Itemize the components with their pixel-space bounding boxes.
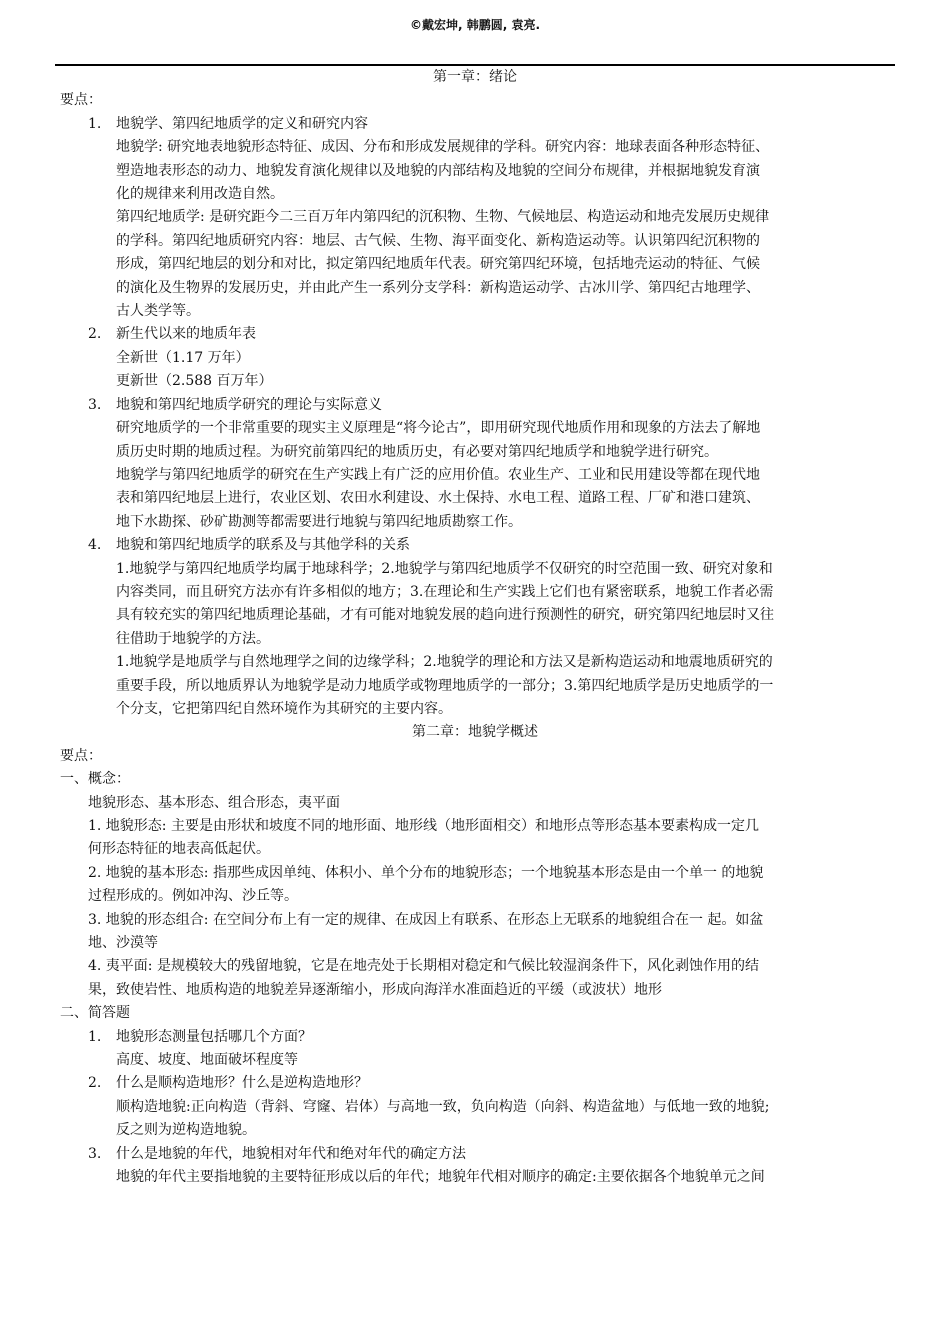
answer-line: 反之则为逆构造地貌。 — [116, 1122, 256, 1139]
list-number: 2. — [88, 326, 102, 343]
ch1-item4-heading — [0, 534, 950, 557]
answer-line: 地貌的年代主要指地貌的主要特征形成以后的年代；地貌年代相对顺序的确定:主要依据各个地貌单元之间 — [116, 1169, 765, 1186]
chapter2-yaodian: 要点： — [60, 747, 102, 764]
list-number: 3. — [88, 1145, 102, 1162]
paragraph-line: 塑造地表形态的动力、地貌发育演化规律以及地貌的内部结构及地貌的空间分布规律，并根据地貌发育演 — [116, 162, 760, 179]
section1-title: 一、概念： — [60, 771, 130, 788]
paragraph-line: 重要手段，所以地质界认为地貌学是动力地质学或物理地质学的一部分；3.第四纪地质学是历史地质学的一 — [116, 677, 774, 694]
list-number: 3. — [88, 396, 102, 413]
paragraph-line: 2. 地貌的基本形态: 指那些成因单纯、体积小、单个分布的地貌形态；一个地貌基本形态是由一个单一 的地貌 — [88, 864, 764, 881]
question-text: 什么是地貌的年代，地貌相对年代和绝对年代的确定方法 — [116, 1145, 466, 1162]
list-number: 1. — [88, 115, 102, 132]
chapter1-title: 第一章：绪论 — [433, 69, 517, 85]
paragraph-line: 1.地貌学是地质学与自然地理学之间的边缘学科；2.地貌学的理论和方法又是新构造运动和地震地质研究的 — [116, 654, 773, 671]
paragraph-line: 古人类学等。 — [116, 303, 200, 320]
list-number: 1. — [88, 1028, 102, 1045]
paragraph-line: 第四纪地质学: 是研究距今二三百万年内第四纪的沉积物、生物、气候地层、构造运动和地壳发展历史规律 — [116, 209, 770, 226]
question-1 — [0, 1026, 950, 1049]
list-number: 2. — [88, 1075, 102, 1092]
paragraph-line: 研究地质学的一个非常重要的现实主义原理是“将今论古”，即用研究现代地质作用和现象的方法去了解地 — [116, 420, 761, 437]
paragraph-line: 质历史时期的地质过程。为研究前第四纪的地质历史，有必要对第四纪地质学和地貌学进行研究。 — [116, 443, 718, 460]
question-text: 地貌形态测量包括哪几个方面？ — [116, 1028, 312, 1045]
section2-title: 二、简答题 — [60, 1005, 130, 1022]
chapter1-yaodian: 要点： — [60, 92, 102, 109]
paragraph-line: 形成，第四纪地层的划分和对比，拟定第四纪地质年代表。研究第四纪环境，包括地壳运动的特征、气候 — [116, 256, 760, 273]
document-content — [0, 66, 950, 1190]
ch1-item3-heading — [0, 394, 950, 417]
paragraph-line: 个分支，它把第四纪自然环境作为其研究的主要内容。 — [116, 700, 452, 717]
paragraph-line: 化的规律来利用改造自然。 — [116, 186, 284, 203]
page-header: ©戴宏坤, 韩鹏圆, 袁亮. — [409, 18, 541, 32]
answer-line: 顺构造地貌:正向构造（背斜、穹窿、岩体）与高地一致，负向构造（向斜、构造盆地）与低地一致的地貌; — [116, 1098, 770, 1115]
paragraph-line: 何形态特征的地表高低起伏。 — [88, 841, 270, 858]
paragraph-line: 地下水勘探、砂矿勘测等都需要进行地貌与第四纪地质勘察工作。 — [116, 513, 522, 530]
question-text: 什么是顺构造地形？什么是逆构造地形？ — [116, 1075, 368, 1092]
paragraph-line: 果，致使岩性、地质构造的地貌差异逐渐缩小，形成向海洋水准面趋近的平缓（或波状）地形 — [88, 981, 662, 998]
paragraph-line: 具有较充实的第四纪地质理论基础，才有可能对地貌发展的趋向进行预测性的研究，研究第四纪地层时又往 — [116, 607, 774, 624]
question-3 — [0, 1143, 950, 1166]
paragraph-line: 表和第四纪地层上进行，农业区划、农田水利建设、水土保持、水电工程、道路工程、厂矿和港口建筑、 — [116, 490, 760, 507]
paragraph-line: 地貌学: 研究地表地貌形态特征、成因、分布和形成发展规律的学科。研究内容：地球表面各种形态特征、 — [116, 139, 770, 156]
paragraph-line: 往借助于地貌学的方法。 — [116, 630, 270, 647]
ch1-item2-heading — [0, 323, 950, 346]
question-2 — [0, 1072, 950, 1095]
paragraph-line: 的演化及生物界的发展历史，并由此产生一系列分支学科：新构造运动学、古冰川学、第四纪古地理学、 — [116, 279, 760, 296]
section1-intro: 地貌形态、基本形态、组合形态，夷平面 — [88, 794, 340, 811]
item-heading-text: 地貌学、第四纪地质学的定义和研究内容 — [116, 115, 368, 132]
paragraph-line: 1. 地貌形态: 主要是由形状和坡度不同的地形面、地形线（地形面相交）和地形点等形态基本要素构成一定几 — [88, 818, 759, 834]
paragraph-line: 3. 地貌的形态组合: 在空间分布上有一定的规律、在成因上有联系、在形态上无联系的地貌组合在一 起。如盆 — [88, 911, 764, 928]
paragraph-line: 过程形成的。例如冲沟、沙丘等。 — [88, 888, 298, 905]
list-number: 4. — [88, 537, 102, 554]
paragraph-line: 4. 夷平面: 是规模较大的残留地貌，它是在地壳处于长期相对稳定和气候比较湿润条件下，风化剥蚀作用的结 — [88, 958, 759, 975]
item-heading-text: 新生代以来的地质年表 — [116, 326, 256, 343]
paragraph-line: 1.地貌学与第四纪地质学均属于地球科学；2.地貌学与第四纪地质学不仅研究的时空范围一致、研究对象和 — [116, 560, 773, 577]
ch1-item1-heading — [0, 113, 950, 136]
answer-line: 高度、坡度、地面破坏程度等 — [116, 1052, 298, 1069]
chapter2-title: 第二章：地貌学概述 — [412, 724, 538, 741]
paragraph-line: 内容类同，而且研究方法亦有许多相似的地方；3.在理论和生产实践上它们也有紧密联系，地貌工作者必需 — [116, 583, 774, 600]
paragraph-line: 地貌学与第四纪地质学的研究在生产实践上有广泛的应用价值。农业生产、工业和民用建设等都在现代地 — [116, 466, 760, 483]
item-heading-text: 地貌和第四纪地质学的联系及与其他学科的关系 — [116, 537, 410, 554]
paragraph-line: 全新世（1.17 万年） — [116, 349, 250, 366]
paragraph-line: 的学科。第四纪地质研究内容：地层、古气候、生物、海平面变化、新构造运动等。认识第四纪沉积物的 — [116, 232, 760, 249]
paragraph-line: 地、沙漠等 — [88, 935, 158, 952]
paragraph-line: 更新世（2.588 百万年） — [116, 373, 273, 390]
item-heading-text: 地貌和第四纪地质学研究的理论与实际意义 — [116, 396, 382, 413]
